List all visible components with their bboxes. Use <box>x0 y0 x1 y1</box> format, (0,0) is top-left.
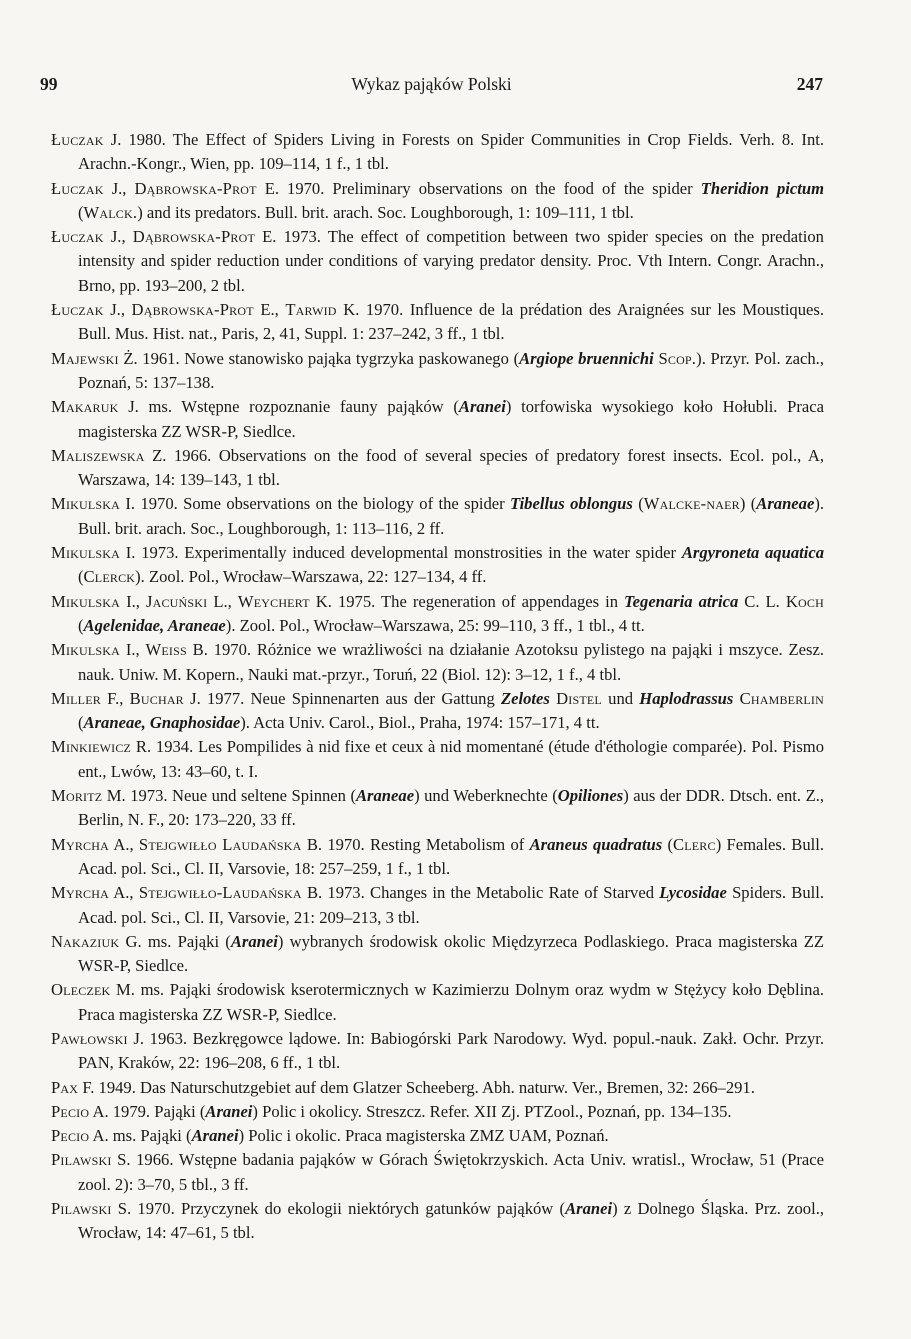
taxon-name: Araneae, Gnaphosidae <box>83 713 241 733</box>
author-name: Dąbrowska-Prot <box>132 227 255 247</box>
reference-text: ) z Dolnego Śląska. Prz. zool., Wrocław, 14: 47–61, 5 tbl. <box>78 1199 825 1243</box>
reference-entry <box>51 638 824 687</box>
reference-entry <box>51 1100 824 1124</box>
reference-entry <box>51 1076 824 1100</box>
taxon-name: Araneus quadratus <box>529 834 663 854</box>
reference-text: S. 1970. Przyczynek do ekologii niektórych gatunków pająków ( <box>111 1199 566 1219</box>
reference-entry <box>51 128 824 177</box>
taxon-name: Aranei <box>230 931 278 951</box>
reference-text: J. 1980. The Effect of Spiders Living in Forests on Spider Communities in Crop Fields. Verh. 8. Int. Arachn.-Kongr., Wien, pp. 109–114, 1 f., 1 tbl. <box>78 130 824 174</box>
reference-entry <box>51 687 824 736</box>
reference-text: und <box>601 688 640 708</box>
reference-entry <box>51 347 824 396</box>
author-name: Mikulska <box>51 543 121 563</box>
author-name: Łuczak <box>51 300 104 320</box>
reference-entry <box>51 784 824 833</box>
reference-text: F. 1949. Das Naturschutzgebiet auf dem Glatzer Scheeberg. Abh. naturw. Ver., Bremen, 32: 266–291. <box>78 1077 755 1097</box>
reference-entry <box>51 1124 824 1148</box>
reference-entry <box>51 1197 824 1246</box>
reference-text: ( <box>78 615 84 635</box>
taxon-name: Aranei <box>458 397 506 417</box>
reference-text: E. 1970. Preliminary observations on the food of the spider <box>256 178 701 198</box>
reference-text: ( <box>78 567 84 587</box>
author-name: Jacuński <box>145 591 208 611</box>
reference-text: A. 1979. Pająki ( <box>89 1101 206 1121</box>
author-name: Nakaziuk <box>51 931 120 951</box>
author-name: Walcke-naer <box>643 494 740 514</box>
reference-text: ) Females. Bull. Acad. pol. Sci., Cl. II, Varsovie, 18: 257–259, 1 f., 1 tbl. <box>78 834 824 878</box>
author-name: Majewski <box>51 348 119 368</box>
author-name: Stejgwiłło Laudańska <box>138 834 302 854</box>
taxon-name: Agelenidae, Araneae <box>83 615 226 635</box>
author-name: Tarwid <box>285 300 337 320</box>
reference-entry <box>51 1148 824 1197</box>
author-name: Oleczek <box>51 980 111 1000</box>
reference-text: I. 1973. Experimentally induced developmental monstrosities in the water spider <box>120 543 682 563</box>
reference-text: A., <box>108 883 139 903</box>
author-name: Weiss <box>145 640 187 660</box>
reference-text: R. 1934. Les Pompilides à nid fixe et ceux à nid momentané (étude d'éthologie comparée). Pol. Pismo ent., Lwów, 13: 43–60, t. I. <box>78 737 824 781</box>
reference-text: ) Polic i okolic. Praca magisterska ZMZ UAM, Poznań. <box>238 1126 609 1146</box>
reference-text: Z. 1966. Observations on the food of several species of predatory forest insects. Ecol. pol., A, Warszawa, 14: 139–143, 1 tbl. <box>78 445 824 490</box>
reference-text: ) wybranych środowisk okolic Międzyrzeca Podlaskiego. Praca magisterska ZZ WSR-P, Siedlce. <box>78 931 824 976</box>
reference-text: K. 1975. The regeneration of appendages in <box>309 591 625 611</box>
reference-entry <box>51 930 824 979</box>
taxon-name: Argyroneta aquatica <box>681 543 825 563</box>
reference-text: ). Zool. Pol., Wrocław–Warszawa, 22: 127–134, 4 ff. <box>135 567 487 587</box>
reference-text: ). Zool. Pol., Wrocław–Warszawa, 25: 99–110, 3 ff., 1 tbl., 4 tt. <box>225 615 645 635</box>
reference-text: M. ms. Pająki środowisk kserotermicznych w Kazimierzu Dolnym oraz wydm w Stężycy koło Dęblina. Praca magisterska ZZ WSR-P, Siedlce. <box>78 980 824 1024</box>
reference-entry <box>51 978 824 1027</box>
taxon-name: Lycosidae <box>659 883 727 903</box>
author-name: Łuczak <box>51 227 104 247</box>
author-name: Myrcha <box>51 883 109 903</box>
author-name: Stejgwiłło-Laudańska <box>138 883 302 903</box>
author-name: Pilawski <box>51 1150 112 1170</box>
reference-text: J., <box>103 178 135 198</box>
reference-list <box>51 128 824 1246</box>
taxon-name: Theridion pictum <box>700 178 824 198</box>
author-name: Miller <box>51 688 101 708</box>
reference-text: J., <box>103 227 133 247</box>
reference-entry <box>51 395 824 444</box>
author-name: Minkiewicz <box>51 737 132 757</box>
taxon-name: Araneae <box>756 494 815 514</box>
reference-text: Ż. 1961. Nowe stanowisko pająka tygrzyka paskowanego ( <box>118 348 520 368</box>
reference-text: ) torfowiska wysokiego koło Hołubli. Praca magisterska ZZ WSR-P, Siedlce. <box>78 397 825 441</box>
taxon-name: Aranei <box>565 1199 613 1219</box>
author-name: Weychert <box>237 591 310 611</box>
reference-text: J. 1963. Bezkręgowce lądowe. In: Babiogórski Park Narodowy. Wyd. popul.-nauk. Zakł. Ochr. Przyr. PAN, Kraków, 22: 196–208, 6 ff., 1 tbl. <box>78 1028 824 1073</box>
author-name: Chamberlin <box>739 688 824 708</box>
reference-entry <box>51 177 824 226</box>
reference-entry <box>51 590 824 639</box>
author-name: Dąbrowska-Prot <box>131 300 254 320</box>
author-name: Pecio <box>51 1101 90 1121</box>
taxon-name: Araneae <box>355 786 415 806</box>
reference-text: E. 1973. The effect of competition between two spider species on the predation intensity and spider reduction under conditions of varying predator density. Proc. Vth Intern. Congr. Arachn., Brno, pp. 193–200, 2 tbl. <box>78 227 824 295</box>
reference-text: ( <box>632 494 644 514</box>
reference-text: ) und Weberknechte ( <box>414 786 558 806</box>
author-name: Mikulska <box>51 591 121 611</box>
reference-text: B. 1970. Resting Metabolism of <box>301 834 530 854</box>
taxon-name: Tibellus oblongus <box>510 494 633 514</box>
author-name: Dąbrowska-Prot <box>134 178 257 198</box>
reference-entry <box>51 492 824 541</box>
reference-entry <box>51 444 824 493</box>
reference-text: A., <box>108 834 139 854</box>
reference-text: K. 1970. Influence de la prédation des Araignées sur les Moustiques. Bull. Mus. Hist. nat., Paris, 2, 41, Suppl. 1: 237–242, 3 ff., 1 tbl. <box>78 300 824 344</box>
page-number: 247 <box>796 74 823 94</box>
author-name: Łuczak <box>51 178 104 198</box>
reference-text: I. 1970. Some observations on the biology of the spider <box>120 494 511 514</box>
reference-text: B. 1973. Changes in the Metabolic Rate of Starved <box>301 883 660 903</box>
taxon-name: Aranei <box>191 1126 239 1146</box>
reference-text: I., <box>120 591 146 611</box>
taxon-name: Tegenaria atrica <box>624 591 739 611</box>
reference-text: L., <box>207 591 238 611</box>
reference-text: C. L. <box>738 591 786 611</box>
reference-text: J. 1977. Neue Spinnenarten aus der Gattung <box>183 688 502 708</box>
taxon-name: Argiope bruennichi <box>519 348 654 368</box>
reference-entry <box>51 225 824 298</box>
author-name: Myrcha <box>51 834 109 854</box>
author-name: Pecio <box>51 1126 90 1146</box>
reference-entry <box>51 541 824 590</box>
reference-text: B. 1970. Różnice we wrażliwości na działanie Azotoksu pylistego na pająki i mszyce. Zesz. nauk. Uniw. M. Kopern., Nauki mat.-przyr., Toruń, 22 (Biol. 12): 3–12, 1 f., 4 tbl. <box>78 640 824 684</box>
author-name: Mikulska <box>51 640 121 660</box>
reference-text: G. ms. Pająki ( <box>119 931 231 951</box>
reference-text: ). Acta Univ. Carol., Biol., Praha, 1974: 157–171, 4 tt. <box>240 713 600 733</box>
reference-text: Spiders. Bull. Acad. pol. Sci., Cl. II, Varsovie, 21: 209–213, 3 tbl. <box>78 883 824 927</box>
reference-text: A. ms. Pająki ( <box>89 1126 192 1146</box>
taxon-name: Zelotes <box>501 688 550 708</box>
reference-text: F., <box>100 688 130 708</box>
reference-text: ). Bull. brit. arach. Soc., Loughborough, 1: 113–116, 2 ff. <box>78 494 825 538</box>
reference-text: I., <box>120 640 146 660</box>
author-name: Buchar <box>129 688 184 708</box>
author-name: Clerc <box>672 834 716 854</box>
left-page-number: 99 <box>40 74 58 94</box>
reference-text: ( <box>662 834 673 854</box>
reference-entry <box>51 833 824 882</box>
taxon-name: Haplodrassus <box>639 688 734 708</box>
author-name: Scop. <box>658 348 697 368</box>
reference-text: J. ms. Wstępne rozpoznanie fauny pająków ( <box>118 397 459 417</box>
author-name: Koch <box>785 591 824 611</box>
author-name: Łuczak <box>51 130 104 149</box>
taxon-name: Opiliones <box>557 786 624 806</box>
reference-text: M. 1973. Neue und seltene Spinnen ( <box>102 786 356 806</box>
author-name: Pawłowski <box>51 1028 128 1048</box>
reference-text: ) Polic i okolicy. Streszcz. Refer. XII Zj. PTZool., Poznań, pp. 134–135. <box>252 1101 732 1121</box>
author-name: Moritz <box>51 786 103 806</box>
reference-text: E., <box>253 300 286 320</box>
reference-entry <box>51 298 824 347</box>
reference-text: ) aus der DDR. Dtsch. ent. Z., Berlin, N. F., 20: 173–220, 33 ff. <box>78 786 824 830</box>
author-name: Makaruk <box>51 397 119 417</box>
reference-entry <box>51 735 824 784</box>
running-head <box>40 74 823 104</box>
reference-text: ) and its predators. Bull. brit. arach. Soc. Loughborough, 1: 109–111, 1 tbl. <box>137 202 634 222</box>
author-name: Clerck <box>83 567 136 587</box>
author-name: Maliszewska <box>51 445 145 465</box>
author-name: Mikulska <box>51 494 121 514</box>
reference-text: ). Przyr. Pol. zach., Poznań, 5: 137–138. <box>78 348 824 392</box>
author-name: Distel <box>556 688 602 708</box>
author-name: Pilawski <box>51 1199 112 1219</box>
reference-text: ( <box>78 713 84 733</box>
reference-entry <box>51 881 824 930</box>
author-name: Walck. <box>83 202 138 222</box>
reference-text: ( <box>78 202 84 222</box>
reference-text: ) ( <box>739 494 757 514</box>
reference-text: S. 1966. Wstępne badania pająków w Górach Świętokrzyskich. Acta Univ. wratisl., Wrocław, 51 (Prace zool. 2): 3–70, 5 tbl., 3 ff. <box>78 1150 824 1194</box>
reference-text: J., <box>103 300 132 320</box>
running-title: Wykaz pająków Polski <box>351 74 512 94</box>
reference-entry <box>51 1027 824 1076</box>
taxon-name: Aranei <box>205 1101 253 1121</box>
author-name: Pax <box>51 1077 79 1097</box>
